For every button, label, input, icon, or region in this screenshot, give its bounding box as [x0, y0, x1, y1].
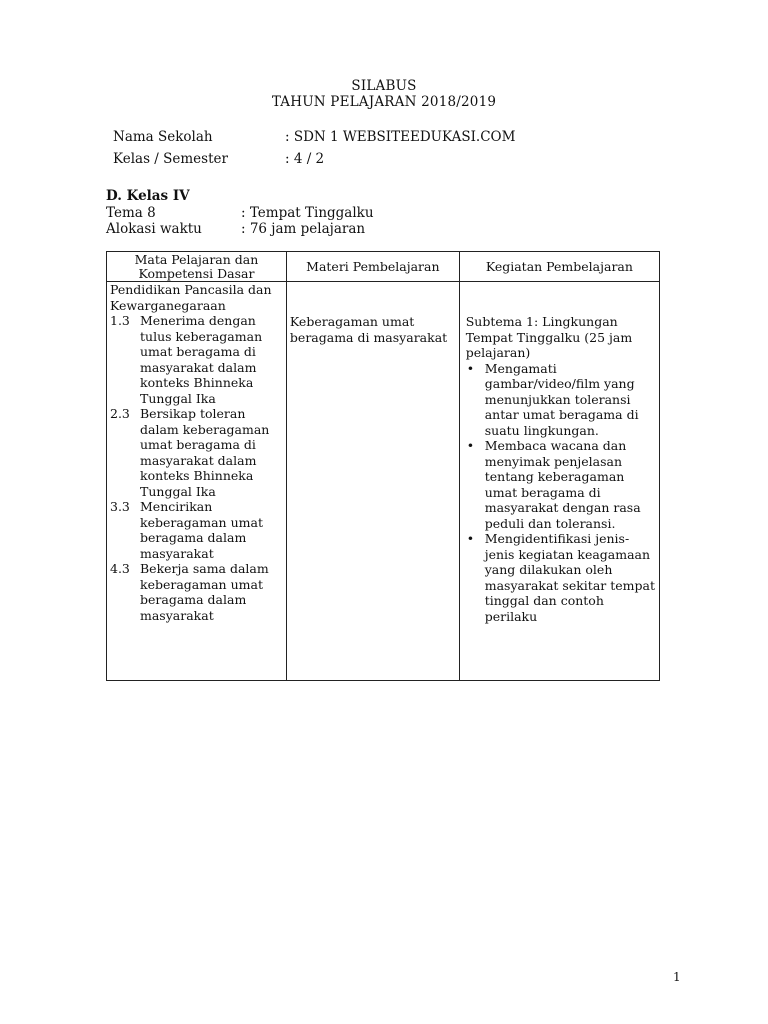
syllabus-table [106, 251, 660, 681]
header-materi: Materi Pembelajaran [286, 252, 459, 282]
competency-item [110, 313, 283, 406]
document-subtitle: TAHUN PELAJARAN 2018/2019 [271, 94, 497, 110]
header-kegiatan: Kegiatan Pembelajaran [459, 252, 659, 282]
competency-text: Bekerja sama dalam keberagaman umat beragama dalam masyarakat [140, 561, 269, 623]
document-title: SILABUS [351, 78, 417, 94]
section-title: D. Kelas IV [106, 188, 190, 204]
competency-number: 3.3 [110, 499, 130, 514]
competency-text: Mencirikan keberagaman umat beragama dalam masyarakat [140, 499, 263, 561]
competency-item [110, 499, 283, 561]
subtema-title: Subtema 1: Lingkungan Tempat Tinggalku (25 jam pelajaran) [465, 314, 633, 360]
list-item: • Membaca wacana dan menyimak penjelasan tentang keberagaman umat beragama di masyarakat dengan rasa peduli dan toleransi. [485, 438, 656, 531]
school-label: Nama Sekolah [113, 129, 213, 145]
table-row [107, 282, 660, 681]
theme-value: : Tempat Tinggalku [241, 205, 374, 221]
materi-cell [286, 282, 459, 681]
competency-text: Menerima dengan tulus keberagaman umat beragama di masyarakat dalam konteks Bhinneka Tunggal Ika [140, 313, 263, 406]
kegiatan-cell [459, 282, 659, 681]
competency-cell [107, 282, 287, 681]
list-item: • Mengidentifikasi jenis-jenis kegiatan keagamaan yang dilakukan oleh masyarakat sekitar tempat tinggal dan contoh perilaku [485, 531, 656, 624]
time-value: : 76 jam pelajaran [241, 221, 366, 237]
competency-item [110, 561, 283, 623]
header-competency: Mata Pelajaran dan Kompetensi Dasar [107, 252, 287, 282]
competency-number: 2.3 [110, 406, 130, 421]
subject-name: Pendidikan Pancasila dan Kewarganegaraan [110, 282, 272, 313]
class-label: Kelas / Semester [113, 151, 228, 167]
time-label: Alokasi waktu [106, 221, 202, 237]
page-number: 1 [673, 970, 681, 984]
school-value: : SDN 1 WEBSITEEDUKASI.COM [285, 129, 516, 145]
table-header-row [107, 252, 660, 282]
competency-number: 1.3 [110, 313, 130, 328]
competency-text: Bersikap toleran dalam keberagaman umat beragama di masyarakat dalam konteks Bhinneka Tunggal Ika [140, 406, 270, 499]
class-value: : 4 / 2 [285, 151, 325, 167]
activity-list [463, 361, 656, 625]
competency-number: 4.3 [110, 561, 130, 576]
theme-label: Tema 8 [106, 205, 156, 221]
materi-text: Keberagaman umat beragama di masyarakat [289, 314, 448, 345]
competency-item [110, 406, 283, 499]
list-item: • Mengamati gambar/video/film yang menunjukkan toleransi antar umat beragama di suatu lingkungan. [485, 361, 656, 439]
